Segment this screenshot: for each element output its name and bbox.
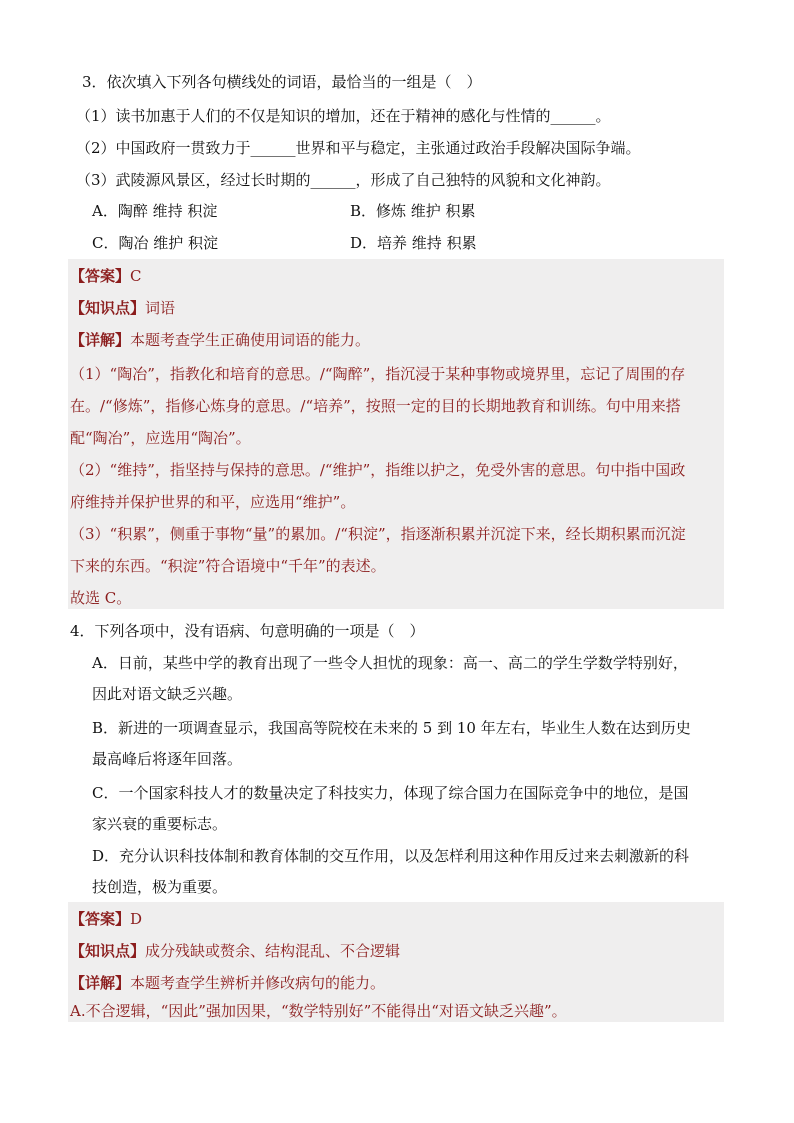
q3-detail-2a: （2）“维持”，指坚持与保持的意思。/“维护”，指维以护之，免受外害的意思。句中指中国政 [70, 461, 686, 479]
q3-stem: 3．依次填入下列各句横线处的词语，最恰当的一组是（ ） [82, 73, 482, 91]
q4-stem: 4．下列各项中，没有语病、句意明确的一项是（ ） [70, 622, 425, 640]
q3-detail-1a: （1）“陶冶”，指教化和培育的意思。/“陶醉”，指沉浸于某种事物或境界里，忘记了周围的存 [70, 365, 686, 383]
q3-option-a: A．陶醉 维持 积淀 [92, 202, 218, 220]
q3-conclusion: 故选 C。 [70, 589, 132, 607]
q4-option-a-line2: 因此对语文缺乏兴趣。 [92, 685, 243, 703]
q4-option-b-line1: B．新进的一项调查显示，我国高等院校在未来的 5 到 10 年左右，毕业生人数在达到历史 [92, 719, 691, 737]
q3-detail-1c: 配“陶冶”，应选用“陶冶”。 [70, 429, 251, 447]
q3-sentence-2: （2）中国政府一贯致力于______世界和平与稳定，主张通过政治手段解决国际争端。 [76, 139, 641, 157]
q3-option-d: D．培养 维持 积累 [350, 234, 477, 252]
q3-sentence-3: （3）武陵源风景区，经过长时期的______，形成了自己独特的风貌和文化神韵。 [76, 171, 611, 189]
q3-knowledge-point: 【知识点】词语 [70, 299, 176, 317]
q4-answer: 【答案】D [70, 910, 143, 928]
q3-detail-2b: 府维持并保护世界的和平，应选用“维护”。 [70, 493, 356, 511]
q4-option-a-line1: A．日前，某些中学的教育出现了一些令人担忧的现象：高一、高二的学生学数学特别好， [92, 654, 688, 672]
q3-sentence-1: （1）读书加惠于人们的不仅是知识的增加，还在于精神的感化与性情的______。 [76, 107, 611, 125]
q3-detail-3a: （3）“积累”，侧重于事物“量”的累加。/“积淀”，指逐渐积累并沉淀下来，经长期积累而沉淀 [70, 525, 686, 543]
q3-detail-intro: 【详解】本题考查学生正确使用词语的能力。 [70, 331, 371, 349]
q3-detail-3b: 下来的东西。“积淀”符合语境中“千年”的表述。 [70, 557, 386, 575]
q3-answer: 【答案】C [70, 267, 142, 285]
q4-option-c-line1: C．一个国家科技人才的数量决定了科技实力，体现了综合国力在国际竞争中的地位，是国 [92, 784, 689, 802]
q4-option-d-line2: 技创造，极为重要。 [92, 878, 228, 896]
q3-detail-1b: 在。/“修炼”，指修心炼身的意思。/“培养”，按照一定的目的长期地教育和训练。句中用来搭 [70, 397, 681, 415]
q3-option-b: B．修炼 维护 积累 [350, 202, 476, 220]
q3-option-c: C．陶冶 维护 积淀 [92, 234, 219, 252]
q4-detail-a: A.不合逻辑，“因此”强加因果，“数学特别好”不能得出“对语文缺乏兴趣”。 [70, 1002, 567, 1020]
q4-knowledge-point: 【知识点】成分残缺或赘余、结构混乱、不合逻辑 [70, 942, 401, 960]
q4-option-d-line1: D．充分认识科技体制和教育体制的交互作用，以及怎样利用这种作用反过来去刺激新的科 [92, 847, 690, 865]
q4-option-c-line2: 家兴衰的重要标志。 [92, 815, 228, 833]
q4-detail-intro: 【详解】本题考查学生辨析并修改病句的能力。 [70, 974, 386, 992]
q4-option-b-line2: 最高峰后将逐年回落。 [92, 750, 243, 768]
